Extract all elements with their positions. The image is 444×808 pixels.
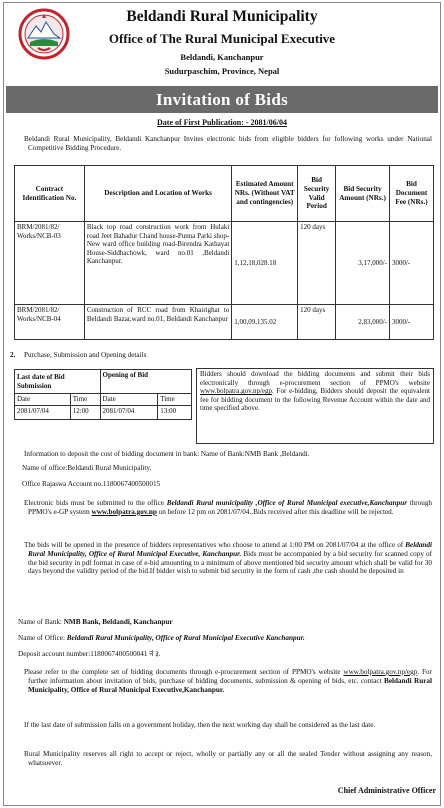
contract-cell: BRM/2081/82/ Works/NCB-04 <box>15 305 85 340</box>
fee-cell: 3000/- <box>389 222 433 305</box>
last-time-value: 12:00 <box>70 405 100 419</box>
municipality-name: Beldandi Rural Municipality <box>126 8 318 25</box>
item-5-bank: Name of Bank: NMB Bank, Beldandi, Kanchanpur <box>18 618 173 626</box>
item-6: Please refer to the complete set of bidding documents through e-procurement section of PPMO's website www.bolpatra.gov.np/egp. For further information about invitation of bids, purchase of bidding documents, submission & opening of bids, etc. contact Beldandi Rural Municipality, Office of Rural Municipal Executive,Kanchanpur. <box>10 668 432 694</box>
title-banner: Invitation of Bids <box>6 86 438 113</box>
item-3-account: Office Rajaswa Account no.1180067400500015 <box>22 480 161 488</box>
security-cell: 3,17,000/- <box>336 222 390 305</box>
item-number <box>10 668 24 677</box>
estimated-cell: 1,12,18,028.18 <box>232 222 298 305</box>
col-header: Estimated Amount NRs. (Without VAT and contingencies) <box>232 166 298 222</box>
security-cell: 2,83,000/- <box>336 305 390 340</box>
bolpatra-egp-link[interactable]: www.bolpatra.gov.np/egp <box>200 387 272 396</box>
item-5-deposit: Deposit account number:1180067400500041 नं ३. <box>18 650 161 658</box>
description-cell: Construction of RCC road from Khairighat to Beldandi Bazar,ward no.01, Beldandi Kanchanpur <box>84 305 231 340</box>
item-text: Purchase, Submission and Opening details <box>24 351 147 359</box>
submission-table <box>14 369 192 420</box>
time-label: Time <box>70 394 100 406</box>
col-header: Contract Identification No. <box>15 166 85 222</box>
publication-date: Date of First Publication: - 2081/06/04 <box>157 118 287 127</box>
col-header: Bid Security Amount (NRs.) <box>336 166 390 222</box>
col-header: Bid Document Fee (NRs.) <box>389 166 433 222</box>
address-line2: Sudurpaschim, Province, Nepal <box>164 66 280 76</box>
time-label: Time <box>158 394 192 406</box>
table-row <box>15 222 434 305</box>
item-3-office: Name of office:Beldandi Rural Municipality. <box>22 464 152 472</box>
item-number <box>10 750 24 759</box>
item-number: 2. <box>10 351 16 359</box>
opening-header: Opening of Bid <box>100 370 191 394</box>
item-number <box>10 721 24 730</box>
signature: Chief Administrative Officer <box>337 786 436 795</box>
item-1 <box>10 135 432 153</box>
open-date-value: 2081/07/04 <box>100 405 158 419</box>
item-5-office: Name of Office: Beldandi Rural Municipality, Office of Rural Municipal Executive Kanchanpur. <box>18 634 305 642</box>
item-5: The bids will be opened in the presence of bidders representatives who choose to attend at 1:00 PM on 2081/07/04 at the office of Beldandi Rural Municipality, Office of Rural Municipal Executive, Kanchanpur. Bids must be accompanied by a bid security for scanned copy of the bid security in pdf format in case of e-bid amounting to a minimum of above mentioned bid security amount which shall be valid for 30 days beyond the validity period of the bid.If bidder wish to submit bid security in the form of cash ,the cash should be deposited in <box>10 541 432 576</box>
last-date-value: 2081/07/04 <box>15 405 71 419</box>
item-3: Information to deposit the cost of bidding document in bank: Name of Bank:NMB Bank ,Beldandi. <box>10 450 432 459</box>
table-row <box>15 305 434 340</box>
item-number <box>10 499 24 508</box>
bids-table <box>14 165 434 340</box>
office-name: Office of The Rural Municipal Executive <box>108 31 336 46</box>
header <box>6 0 438 84</box>
item-text: Beldandi Rural Municipality, Beldandi Kanchanpur Invites electronic bids from eligible bidders for following works under National Competitive Bidding Procedure. <box>24 135 432 152</box>
item-8: Rural Municipality reserves all right to accept or reject, wholly or partially any or all the sealed Tender without assigning any reason, whatsoever. <box>10 750 432 768</box>
open-time-value: 13:00 <box>158 405 192 419</box>
date-label: Date <box>100 394 158 406</box>
bolpatra-egp-link[interactable]: www.bolpatra.gov.np/egp <box>343 668 418 676</box>
fee-cell: 3000/- <box>389 305 433 340</box>
item-number <box>10 135 24 144</box>
item-2 <box>10 351 432 360</box>
table-header-row <box>15 166 434 222</box>
item-7: If the last date of submission falls on a government holiday, then the next working day shall be considered as the last date. <box>10 721 432 730</box>
item-number <box>10 450 24 459</box>
description-cell: Black top road construction work from Hulaki road Jeet Bahadur Chand house-Punna Parki shop-New ward office building road-Birendra Kathayat House-Siddhachowk, ward no.01 ,Beldandi Kanchanpur. <box>84 222 231 305</box>
item-4: Electronic bids must be submitted to the office Beldandi Rural municipality ,Office of Rural Municipal executive,Kanchanpur through PPMO's e-GP system www.bolpatra.gov.np on before 12 pm on 2081/07/04..Bids received after this deadline will be rejected. <box>10 499 432 517</box>
col-header: Description and Location of Works <box>84 166 231 222</box>
last-date-header: Last date of Bid Submission <box>15 370 101 394</box>
contract-cell: BRM/2081/82/ Works/NCB-03 <box>15 222 85 305</box>
estimated-cell: 1,00,09,135.02 <box>232 305 298 340</box>
validity-cell: 120 days <box>298 305 336 340</box>
date-label: Date <box>15 394 71 406</box>
validity-cell: 120 days <box>298 222 336 305</box>
bolpatra-link[interactable]: www.bolpatra.gov.np <box>91 507 157 516</box>
col-header: Bid Security Valid Period <box>298 166 336 222</box>
item-number <box>10 541 24 550</box>
submission-note: Bidders should download the bidding documents and submit their bids electronically through e-procurement section of PPMO's website www.bolpatra.gov.np/egp. For e-bidding, Bidders should deposit the equivalent fee for bidding document in the following Revenue Account within the date and time specified above. <box>196 368 434 444</box>
address-line1: Beldandi, Kanchanpur <box>180 52 264 62</box>
